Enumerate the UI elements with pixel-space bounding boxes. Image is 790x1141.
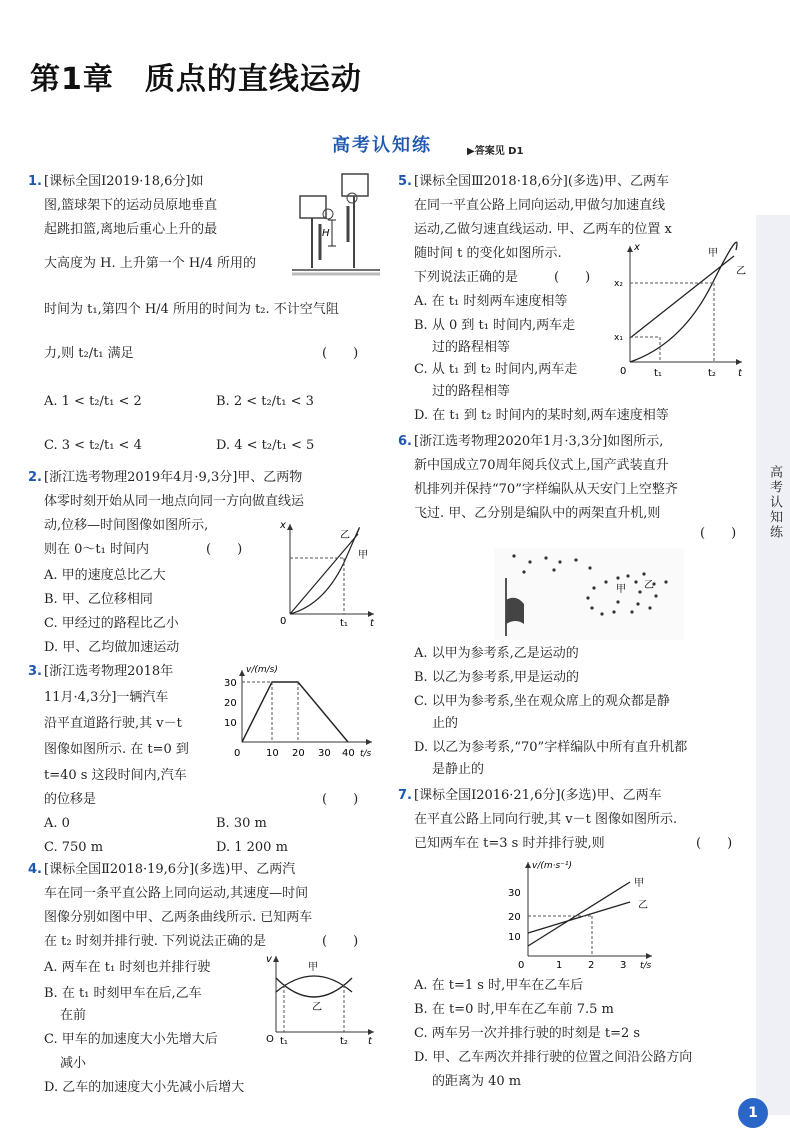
curve-yi: 乙 — [312, 1002, 322, 1013]
option-b[interactable]: B. 以乙为参考系,甲是运动的 — [414, 670, 579, 685]
tick-x1: 1 — [556, 960, 563, 971]
tick-30: 30 — [508, 888, 521, 899]
question-number: 1. — [28, 174, 42, 189]
q5-line-1: [课标全国Ⅲ2018·18,6分](多选)甲、乙两车 — [414, 174, 669, 189]
q2-line-3: 动,位移—时间图像如图所示, — [44, 518, 209, 533]
option-a[interactable]: A. 1 < t₂/t₁ < 2 — [44, 394, 142, 409]
q7-line-1: [课标全国Ⅰ2016·21,6分](多选)甲、乙两车 — [414, 788, 662, 803]
axis-t: t — [370, 618, 374, 628]
option-c[interactable]: C. 甲经过的路程比乙小 — [44, 616, 179, 631]
q6-line-2: 新中国成立70周年阅兵仪式上,国产武装直升 — [414, 458, 669, 473]
option-d-cont: 是静止的 — [432, 762, 485, 777]
tick-t2: t₂ — [340, 1036, 348, 1044]
q1-line-1: [课标全国Ⅰ2019·18,6分]如 — [44, 174, 204, 189]
curve-jia: 甲 — [308, 962, 318, 973]
tick-t1: t₁ — [280, 1036, 288, 1044]
side-tab-label: 高考认知练 — [767, 465, 782, 540]
q1-line-4: 大高度为 H. 上升第一个 H/4 所用的 — [44, 256, 256, 271]
basketball-figure — [292, 168, 382, 280]
line-jia: 甲 — [634, 878, 644, 889]
tick-t1: t₁ — [340, 618, 348, 628]
option-c[interactable]: C. 750 m — [44, 840, 104, 855]
option-c[interactable]: C. 以甲为参考系,坐在观众席上的观众都是静 — [414, 694, 670, 709]
tick-x40: 40 — [342, 748, 355, 758]
q3-line-4: 图像如图所示. 在 t=0 到 — [44, 742, 189, 757]
q3-line-3: 沿平直道路行驶,其 v－t — [44, 716, 182, 731]
option-b-cont: 过的路程相等 — [432, 340, 511, 355]
answer-paren[interactable]: ( ) — [322, 934, 359, 949]
q4-line-4: 在 t₂ 时刻并排行驶. 下列说法正确的是 — [44, 934, 266, 949]
origin: 0 — [518, 960, 525, 971]
q6-line-1: [浙江选考物理2020年1月·3,3分]如图所示, — [414, 434, 664, 449]
option-b[interactable]: B. 30 m — [216, 816, 267, 831]
question-number: 3. — [28, 664, 42, 679]
q3-line-2: 11月·4,3分]一辆汽车 — [44, 690, 169, 705]
q5-line-4: 随时间 t 的变化如图所示. — [414, 246, 562, 261]
answer-paren[interactable]: ( ) — [206, 542, 243, 557]
answer-paren[interactable]: ( ) — [554, 270, 591, 285]
option-a[interactable]: A. 以甲为参考系,乙是运动的 — [414, 646, 579, 661]
tick-20: 20 — [224, 698, 237, 709]
tick-x1: x₁ — [614, 333, 623, 343]
side-tab — [756, 215, 790, 1115]
tick-x3: 3 — [620, 960, 627, 971]
section-title: 高考认知练 — [332, 135, 432, 156]
q1-line-2: 图,篮球架下的运动员原地垂直 — [44, 198, 218, 213]
option-a[interactable]: A. 在 t=1 s 时,甲车在乙车后 — [414, 978, 584, 993]
option-d[interactable]: D. 在 t₁ 到 t₂ 时间内的某时刻,两车速度相等 — [414, 408, 669, 423]
tick-x2: x₂ — [614, 279, 623, 289]
option-c[interactable]: C. 两车另一次并排行驶的时刻是 t=2 s — [414, 1026, 641, 1041]
option-b[interactable]: B. 在 t₁ 时刻甲车在后,乙车 — [44, 986, 202, 1001]
page-number: 1 — [738, 1098, 768, 1128]
q4-line-2: 车在同一条平直公路上同向运动,其速度—时间 — [44, 886, 309, 901]
tick-t2: t₂ — [708, 368, 716, 379]
option-c-cont: 过的路程相等 — [432, 384, 511, 399]
q2-line-2: 体零时刻开始从同一地点向同一方向做直线运 — [44, 494, 305, 509]
curve-yi: 乙 — [340, 530, 350, 541]
line-yi: 乙 — [638, 900, 648, 911]
q2-line-1: [浙江选考物理2019年4月·9,3分]甲、乙两物 — [44, 470, 303, 485]
option-c-cont: 止的 — [432, 716, 459, 731]
q1-line-5: 时间为 t₁,第四个 H/4 所用的时间为 t₂. 不计空气阻 — [44, 302, 339, 317]
option-a[interactable]: A. 甲的速度总比乙大 — [44, 568, 166, 583]
q3-line-5: t=40 s 这段时间内,汽车 — [44, 768, 187, 783]
axis-v: v — [266, 954, 272, 965]
tick-30: 30 — [224, 678, 237, 689]
helicopter-formation-photo — [494, 548, 684, 640]
origin: 0 — [234, 748, 241, 758]
q3-vt-graph — [222, 662, 382, 758]
question-number: 4. — [28, 862, 42, 877]
q2-xt-graph — [278, 518, 378, 628]
curve-jia: 甲 — [358, 550, 368, 561]
q5-line-5: 下列说法正确的是 — [414, 270, 519, 285]
question-number: 2. — [28, 470, 42, 485]
axis-x: x — [634, 242, 640, 253]
answer-paren[interactable]: ( ) — [696, 836, 733, 851]
option-d[interactable]: D. 乙车的加速度大小先减小后增大 — [44, 1080, 245, 1095]
q3-line-6: 的位移是 — [44, 792, 97, 807]
axis-t: t/s — [640, 961, 652, 971]
axis-v: v/(m/s) — [246, 665, 278, 675]
q4-vt-graph — [262, 952, 382, 1044]
axis-t: t — [368, 1036, 372, 1044]
axis-t: t — [738, 368, 742, 379]
option-a[interactable]: A. 两车在 t₁ 时刻也并排行驶 — [44, 960, 211, 975]
q5-line-2: 在同一平直公路上同向运动,甲做匀加速直线 — [414, 198, 666, 213]
heli-yi: 乙 — [644, 580, 654, 591]
option-d[interactable]: D. 甲、乙车两次并排行驶的位置之间沿公路方向 — [414, 1050, 693, 1065]
option-c[interactable]: C. 从 t₁ 到 t₂ 时间内,两车走 — [414, 362, 578, 377]
option-c[interactable]: C. 甲车的加速度大小先增大后 — [44, 1032, 218, 1047]
q6-line-3: 机排列并保持“70”字样编队从天安门上空整齐 — [414, 482, 678, 497]
tick-10: 10 — [508, 932, 521, 943]
option-d[interactable]: D. 4 < t₂/t₁ < 5 — [216, 438, 315, 453]
q4-line-1: [课标全国Ⅱ2018·19,6分](多选)甲、乙两汽 — [44, 862, 296, 877]
axis-v: v/(m·s⁻¹) — [532, 861, 573, 871]
tick-x2: 2 — [588, 960, 595, 971]
question-number: 5. — [398, 174, 412, 189]
option-b[interactable]: B. 从 0 到 t₁ 时间内,两车走 — [414, 318, 576, 333]
q7-line-2: 在平直公路上同向行驶,其 v－t 图像如图所示. — [414, 812, 678, 827]
q7-vt-graph — [502, 856, 672, 974]
option-b[interactable]: B. 在 t=0 时,甲车在乙车前 7.5 m — [414, 1002, 614, 1017]
tick-x10: 10 — [266, 748, 279, 758]
curve-yi: 乙 — [736, 266, 746, 277]
tick-10: 10 — [224, 718, 237, 729]
question-number: 7. — [398, 788, 412, 803]
q1-line-3: 起跳扣篮,离地后重心上升的最 — [44, 222, 218, 237]
option-d-cont: 的距离为 40 m — [432, 1074, 522, 1089]
curve-jia: 甲 — [708, 248, 718, 259]
fig-h-label: H — [322, 228, 330, 239]
tick-x30: 30 — [318, 748, 331, 758]
answer-paren[interactable]: ( ) — [700, 526, 737, 541]
tick-x20: 20 — [292, 748, 305, 758]
q5-xt-graph — [612, 240, 752, 380]
option-a[interactable]: A. 在 t₁ 时刻两车速度相等 — [414, 294, 568, 309]
q1-line-6: 力,则 t₂/t₁ 满足 — [44, 346, 134, 361]
option-d[interactable]: D. 1 200 m — [216, 840, 288, 855]
axis-x: x — [280, 520, 286, 531]
origin: 0 — [280, 616, 287, 627]
option-b[interactable]: B. 2 < t₂/t₁ < 3 — [216, 394, 314, 409]
question-number: 6. — [398, 434, 412, 449]
q5-line-3: 运动,乙做匀速直线运动. 甲、乙两车的位置 x — [414, 222, 672, 237]
option-c-cont: 减小 — [60, 1056, 87, 1071]
option-b[interactable]: B. 甲、乙位移相同 — [44, 592, 153, 607]
answer-paren[interactable]: ( ) — [322, 346, 359, 361]
tick-t1: t₁ — [654, 368, 662, 379]
answer-reference[interactable]: ▶答案见 D1 — [467, 146, 524, 157]
q2-line-4: 则在 0～t₁ 时间内 — [44, 542, 149, 557]
option-d[interactable]: D. 甲、乙均做加速运动 — [44, 640, 180, 655]
q3-line-1: [浙江选考物理2018年 — [44, 664, 174, 679]
chapter-title: 第1章 质点的直线运动 — [30, 62, 362, 97]
axis-t: t/s — [360, 749, 372, 758]
q4-line-3: 图像分别如图中甲、乙两条曲线所示. 已知两车 — [44, 910, 313, 925]
option-a[interactable]: A. 0 — [44, 816, 70, 831]
heli-jia: 甲 — [616, 584, 626, 595]
option-b-cont: 在前 — [60, 1008, 87, 1023]
option-d[interactable]: D. 以乙为参考系,“70”字样编队中所有直升机都 — [414, 740, 688, 755]
q7-line-3: 已知两车在 t=3 s 时并排行驶,则 — [414, 836, 605, 851]
tick-20: 20 — [508, 912, 521, 923]
option-c[interactable]: C. 3 < t₂/t₁ < 4 — [44, 438, 142, 453]
q6-line-4: 飞过. 甲、乙分别是编队中的两架直升机,则 — [414, 506, 661, 521]
origin: 0 — [620, 366, 627, 377]
answer-paren[interactable]: ( ) — [322, 792, 359, 807]
origin: O — [266, 1034, 274, 1044]
